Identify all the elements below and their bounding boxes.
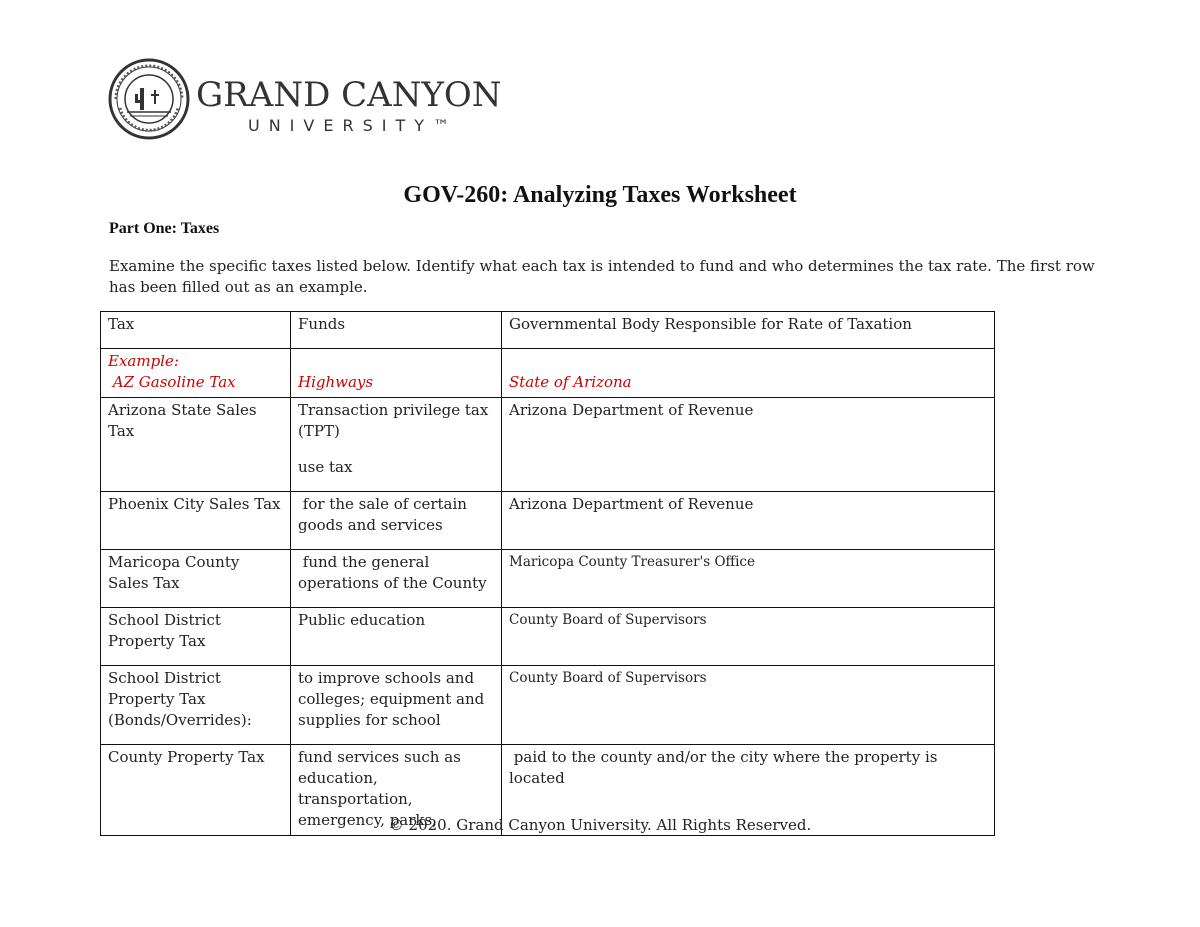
table-row — [101, 608, 995, 666]
header-governmental-body: Governmental Body Responsible for Rate of Taxation — [502, 312, 995, 349]
part-heading: Part One: Taxes — [109, 220, 220, 237]
row-body: paid to the county and/or the city where the property is located — [502, 745, 995, 836]
row-funds — [291, 398, 502, 492]
copyright-footer: © 2020. Grand Canyon University. All Rights Reserved. — [388, 816, 812, 834]
row-funds: fund services such as education, transportation, emergency, parks, — [291, 745, 502, 836]
table-row — [101, 492, 995, 550]
row-body: County Board of Supervisors — [502, 666, 995, 745]
example-tax: AZ Gasoline Tax — [112, 373, 236, 391]
row-funds: for the sale of certain goods and services — [291, 492, 502, 550]
row-tax: Phoenix City Sales Tax — [101, 492, 291, 550]
row-tax: Maricopa County Sales Tax — [101, 550, 291, 608]
page-title: GOV-260: Analyzing Taxes Worksheet — [403, 182, 797, 208]
row-body: Arizona Department of Revenue — [502, 398, 995, 492]
table-header-row — [101, 312, 995, 349]
row-funds-text: Transaction privilege tax (TPT) — [298, 401, 489, 440]
example-tax-cell — [101, 349, 291, 398]
row-tax: School District Property Tax — [101, 608, 291, 666]
header-tax: Tax — [101, 312, 291, 349]
row-funds: Public education — [291, 608, 502, 666]
example-body: State of Arizona — [502, 349, 995, 398]
row-funds-extra: use tax — [298, 458, 353, 476]
university-seal-icon — [108, 58, 190, 140]
example-label: Example: — [108, 352, 179, 370]
example-funds: Highways — [291, 349, 502, 398]
instructions: Examine the specific taxes listed below. Identify what each tax is intended to fund and who determines the tax rate. The first row has been filled out as an example. — [109, 257, 1095, 296]
gcu-logo — [108, 58, 502, 142]
row-tax: Arizona State Sales Tax — [101, 398, 291, 492]
logo-wordmark: GRAND CANYON — [196, 75, 502, 115]
row-tax: School District Property Tax (Bonds/Overrides): — [101, 666, 291, 745]
row-body: Maricopa County Treasurer's Office — [502, 550, 995, 608]
table-row — [101, 666, 995, 745]
logo-subtitle: UNIVERSITY™ — [248, 116, 458, 135]
row-funds: to improve schools and colleges; equipment and supplies for school — [291, 666, 502, 745]
example-row — [101, 349, 995, 398]
row-tax: County Property Tax — [101, 745, 291, 836]
table-row — [101, 398, 995, 492]
table-row — [101, 550, 995, 608]
header-funds: Funds — [291, 312, 502, 349]
row-body: County Board of Supervisors — [502, 608, 995, 666]
row-body: Arizona Department of Revenue — [502, 492, 995, 550]
taxes-table — [100, 311, 995, 836]
row-funds: fund the general operations of the County — [291, 550, 502, 608]
